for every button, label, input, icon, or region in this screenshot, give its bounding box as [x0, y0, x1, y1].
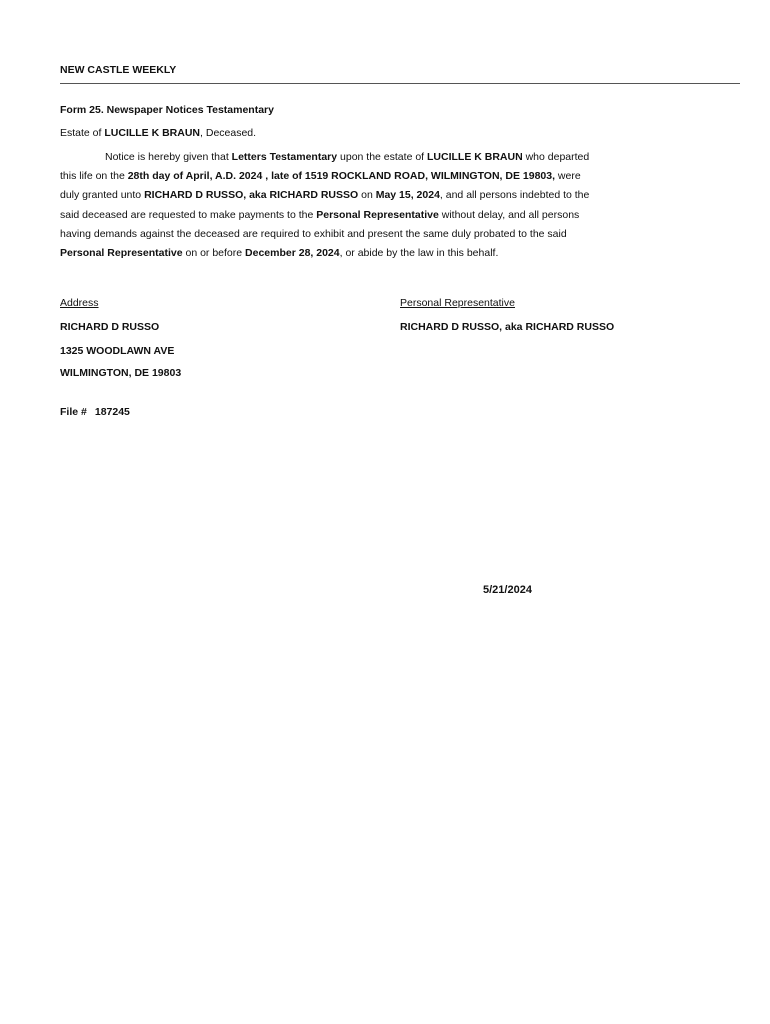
notice-text: duly granted unto [60, 189, 145, 201]
notice-text: on or before [182, 247, 246, 259]
death-date-residence: 28th day of April, A.D. 2024 , late of 1519 ROCKLAND ROAD, WILMINGTON, DE 19803, [127, 170, 556, 182]
notice-line-4 [60, 209, 579, 221]
notice-text: said deceased are requested to make payments to the [60, 209, 317, 221]
estate-line [60, 127, 256, 139]
publication-name: NEW CASTLE WEEKLY [60, 64, 177, 76]
file-label: File # [60, 406, 87, 418]
personal-representative-term: Personal Representative [60, 247, 183, 259]
notice-text: who departed [522, 151, 590, 163]
notice-text: , or abide by the law in this behalf. [339, 247, 499, 259]
notice-text: upon the estate of [337, 151, 427, 163]
decedent-name: LUCILLE K BRAUN [104, 127, 201, 139]
date-stamp: 5/21/2024 [483, 584, 532, 596]
decedent-name: LUCILLE K BRAUN [427, 151, 523, 163]
representative-heading: Personal Representative [400, 297, 515, 309]
grant-date: May 15, 2024 [375, 189, 440, 201]
claims-deadline: December 28, 2024 [245, 247, 340, 259]
address-street: 1325 WOODLAWN AVE [60, 345, 175, 357]
notice-text: without delay, and all persons [438, 209, 580, 221]
notice-text: having demands against the deceased are required to exhibit and present the same duly probated to the said [60, 228, 567, 240]
notice-line-3 [60, 189, 589, 201]
representative-name: RICHARD D RUSSO, aka RICHARD RUSSO [144, 189, 359, 201]
file-number-line [60, 406, 130, 418]
notice-line-1 [105, 151, 589, 163]
notice-line-2 [60, 170, 581, 182]
header-divider [60, 83, 740, 84]
address-name: RICHARD D RUSSO [60, 321, 160, 333]
notice-text: , and all persons indebted to the [439, 189, 590, 201]
representative-name: RICHARD D RUSSO, aka RICHARD RUSSO [400, 321, 615, 333]
notice-text: this life on the [60, 170, 128, 182]
file-number: 187245 [94, 406, 130, 418]
notice-text: on [358, 189, 376, 201]
notice-line-5 [60, 228, 567, 240]
form-title: Form 25. Newspaper Notices Testamentary [60, 104, 274, 116]
notice-text: Notice is hereby given that [105, 151, 232, 163]
estate-prefix: Estate of [60, 127, 105, 139]
notice-text: were [555, 170, 581, 182]
notice-line-6 [60, 247, 498, 259]
address-city: WILMINGTON, DE 19803 [60, 367, 182, 379]
address-heading: Address [60, 297, 99, 309]
personal-representative-term: Personal Representative [316, 209, 439, 221]
estate-suffix: , Deceased. [200, 127, 257, 139]
letters-testamentary: Letters Testamentary [231, 151, 338, 163]
